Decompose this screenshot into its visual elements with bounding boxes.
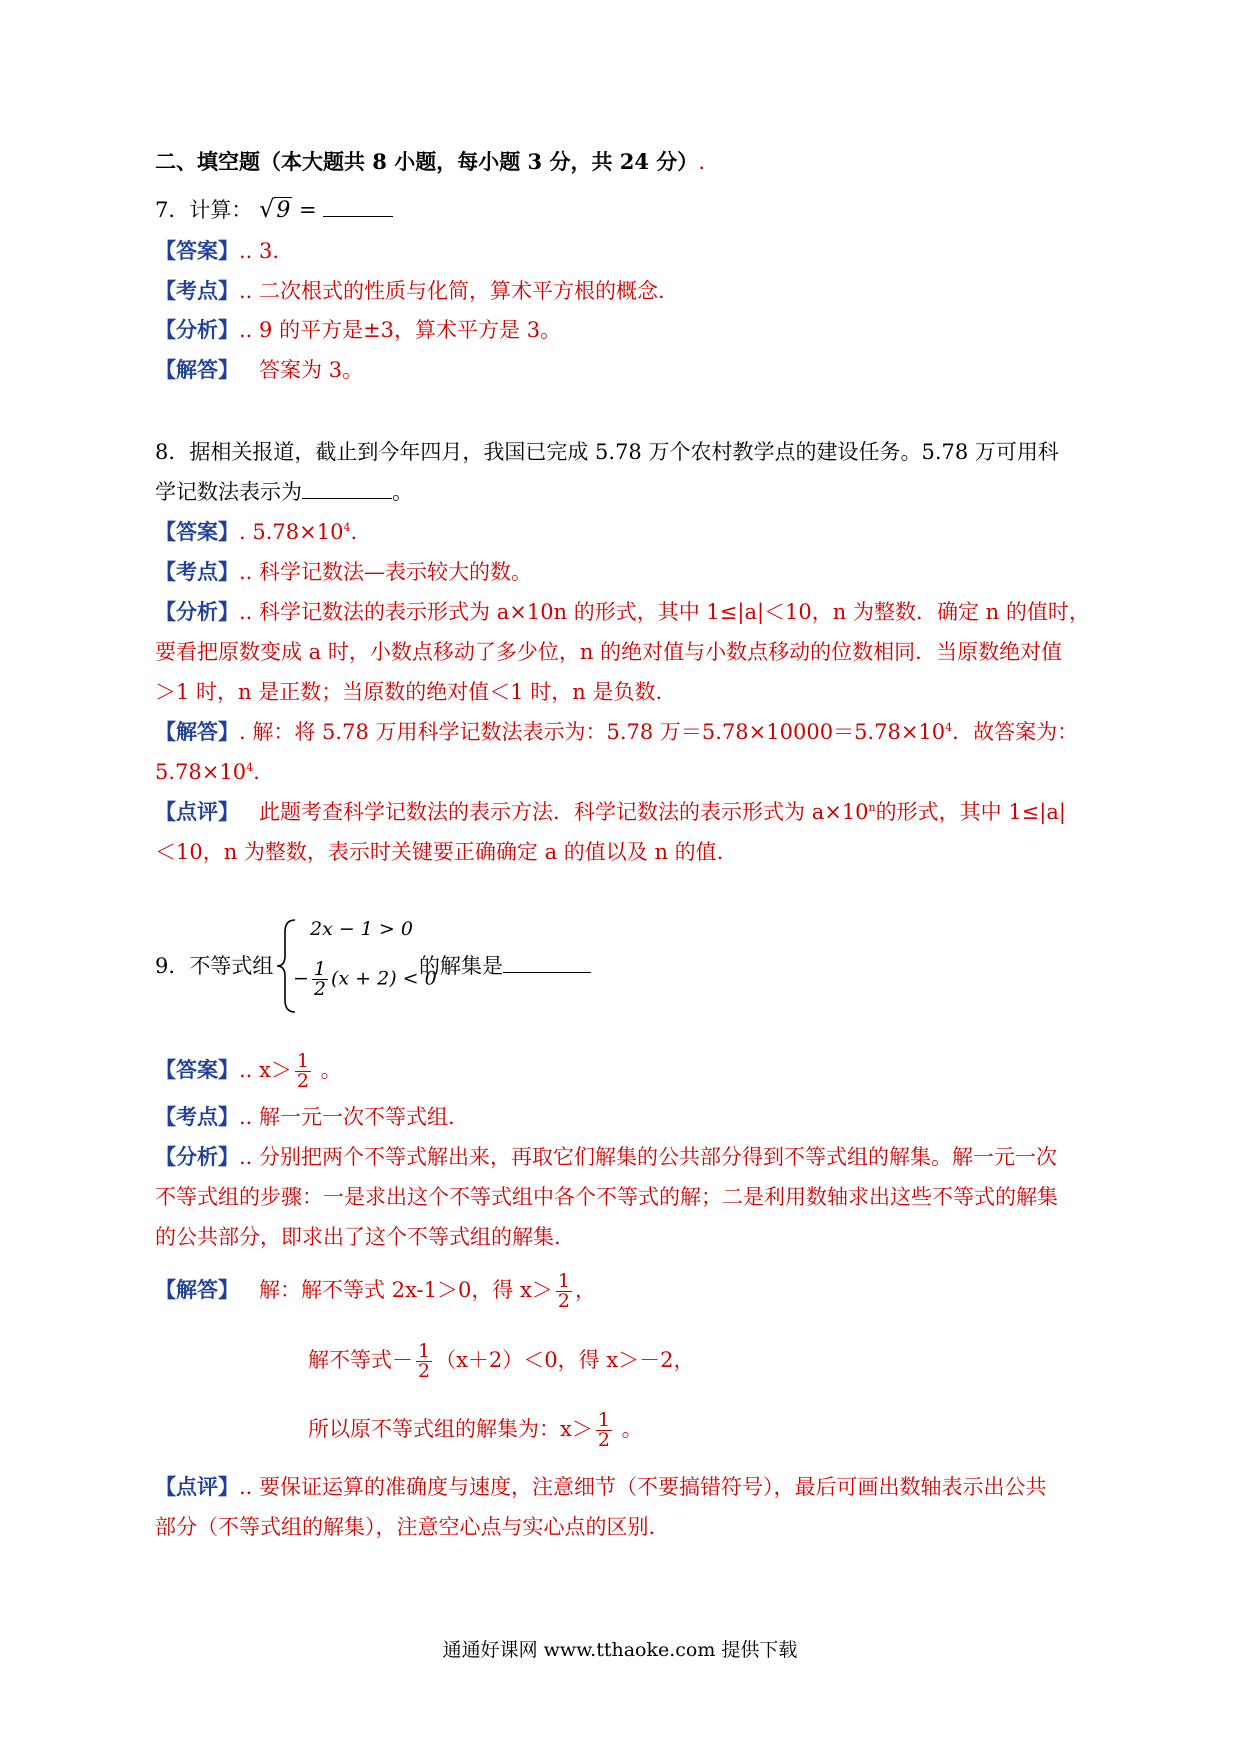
q7-point: 【考点】.. 二次根式的性质与化简，算术平方根的概念. (155, 278, 665, 303)
q8-point: 【考点】.. 科学记数法—表示较大的数。 (155, 559, 533, 584)
page-footer: 通通好课网 www.tthaoke.com 提供下载 (442, 1639, 798, 1661)
sqrt-symbol: √ (259, 195, 275, 223)
q8-solution-line1: 【解答】. 解：将 5.78 万用科学记数法表示为：5.78 万$=5.78\times 10000=5.78\times 10^4$．故答案为： (155, 719, 1079, 744)
answer-blank (503, 952, 591, 973)
q9-solution-line3: 所以原不等式组的解集为：x＞ $\frac{1}{2}$ 。 (308, 1409, 643, 1451)
q8-answer: 【答案】. $5.78\times 10^4$. (155, 519, 358, 544)
q7-solution: 【解答】 答案为 3。 (155, 357, 364, 382)
q8-analysis-line3: ＞1 时，n 是正数；当原数的绝对值＜1 时，n 是负数. (155, 680, 663, 704)
q8-question-line2: 学记数法表示为 。 (155, 480, 413, 504)
q8-comment-line1: 【点评】 此题考查科学记数法的表示方法．科学记数法的表示形式为 $a\times 10^n$的形式，其中 1≤|a| (155, 799, 1066, 824)
q9-ineq2: − $\frac{1}{2}$ (x + 2) < 0 (293, 958, 437, 1000)
q8-solution-line2: $5.78\times 10^4$. (155, 760, 260, 784)
q8-analysis-line2: 要看把原数变成 a 时，小数点移动了多少位，n 的绝对值与小数点移动的位数相同．当原数绝对值 (155, 640, 1063, 664)
q7-answer: 【答案】.. 3. (155, 238, 280, 263)
answer-blank (323, 196, 393, 217)
q9-comment-line2: 部分（不等式组的解集），注意空心点与实心点的区别. (155, 1515, 656, 1539)
q9-solution-line1: 【解答】 解：解不等式 2x-1＞0，得 x＞ $\frac{1}{2}$ ， (155, 1270, 596, 1312)
q9-analysis-line3: 的公共部分，即求出了这个不等式组的解集. (155, 1225, 561, 1249)
q7-question: 7．计算： √9 = (155, 195, 393, 225)
q9-analysis-line1: 【分析】.. 分别把两个不等式解出来，再取它们解集的公共部分得到不等式组的解集。解一元一次 (155, 1144, 1058, 1169)
q9-comment-line1: 【点评】.. 要保证运算的准确度与速度，注意细节（不要搞错符号），最后可画出数轴表示出公共 (155, 1474, 1047, 1499)
q9-solution-line2: 解不等式－ $\frac{1}{2}$ （x＋2）＜0，得 x＞－2， (308, 1340, 695, 1382)
q8-comment-line2: ＜10，n 为整数，表示时关键要正确确定 a 的值以及 n 的值. (155, 840, 724, 864)
q8-analysis-line1: 【分析】.. 科学记数法的表示形式为 a×10n 的形式，其中 1≤|a|＜10，n 为整数．确定 n 的值时， (155, 599, 1090, 624)
q8-question-line1: 8．据相关报道，截止到今年四月，我国已完成 5.78 万个农村教学点的建设任务。5.78 万可用科 (155, 440, 1059, 464)
q9-answer: 【答案】.. x＞ $\frac{1}{2}$ 。 (155, 1050, 342, 1092)
q9-analysis-line2: 不等式组的步骤：一是求出这个不等式组中各个不等式的解；二是利用数轴求出这些不等式的解集 (155, 1185, 1058, 1209)
q7-analysis: 【分析】.. 9 的平方是±3，算术平方是 3。 (155, 317, 562, 342)
q9-point: 【考点】.. 解一元一次不等式组. (155, 1104, 455, 1129)
section-title: 二、填空题（本大题共 8 小题，每小题 3 分，共 24 分）. (155, 149, 705, 174)
answer-blank (302, 478, 392, 499)
document-page: 二、填空题（本大题共 8 小题，每小题 3 分，共 24 分）. 7．计算： √9 = 【答案】.. 3. 【考点】.. 二次根式的性质与化简，算术平方根的概念. 【分析】.. 9 的平方是±3，算术平方是 3。 【解答】 答案为 3。 8．据相关报道，截止到今年四月，我国已完成 5.78 万个农村教学点的建设任务。5.78 万可用科 学记数法表示为 。 【答案】. $5.78\times 10^4$. 【考点】.. 科学记数法—表示较大的数。 【分析】.. 科学记数法的表示形式为 a×10n 的形式，其中 1≤|a|＜10，n 为整数．确定 n 的值时， 要看把原数变成 a 时，小数点移动了多少位，n 的绝对值与小数点移动的位数相同．当原数绝对值 ＞1 时，n 是正数；当原数的绝对值＜1 时，n 是负数. 【解答】. 解：将 5.78 万用科学记数法表示为：5.78 万$=5.78\times 10000=5.78\times 10^4$．故答案为： $5.78\times 10^4$. 【点评】 此题考查科学记数法的表示方法．科学记数法的表示形式为 $a\times 10^n$的形式，其中 1≤|a| ＜10，n 为整数，表示时关键要正确确定 a 的值以及 n 的值. 9．不等式组 2x − 1 > 0 − $\frac{1}{2}$ (x + 2) < 0 的解集是 【答案】.. x＞ $\frac{1}{2}$ 。 【考点】.. 解一元一次不等式组. 【分析】.. 分别把两个不等式解出来，再取它们解集的公共部分得到不等式组的解集。解一元一次 不等式组的步骤：一是求出这个不等式组中各个不等式的解；二是利用数轴求出这些不等式的解集 的公共部分，即求出了这个不等式组的解集. 【解答】 解：解不等式 2x-1＞0，得 x＞ $\frac{1}{2}$ ， 解不等式－ $\frac{1}{2}$ （x＋2）＜0，得 x＞－2， 所以原不等式组的解集为：x＞ $\frac{1}{2}$ 。 【点评】.. 要保证运算的准确度与速度，注意细节（不要搞错符号），最后可画出数轴表示出公共 部分（不等式组的解集），注意空心点与实心点的区别. 通通好课网 www.tthaoke.com 提供下载 (0, 0, 1240, 1754)
